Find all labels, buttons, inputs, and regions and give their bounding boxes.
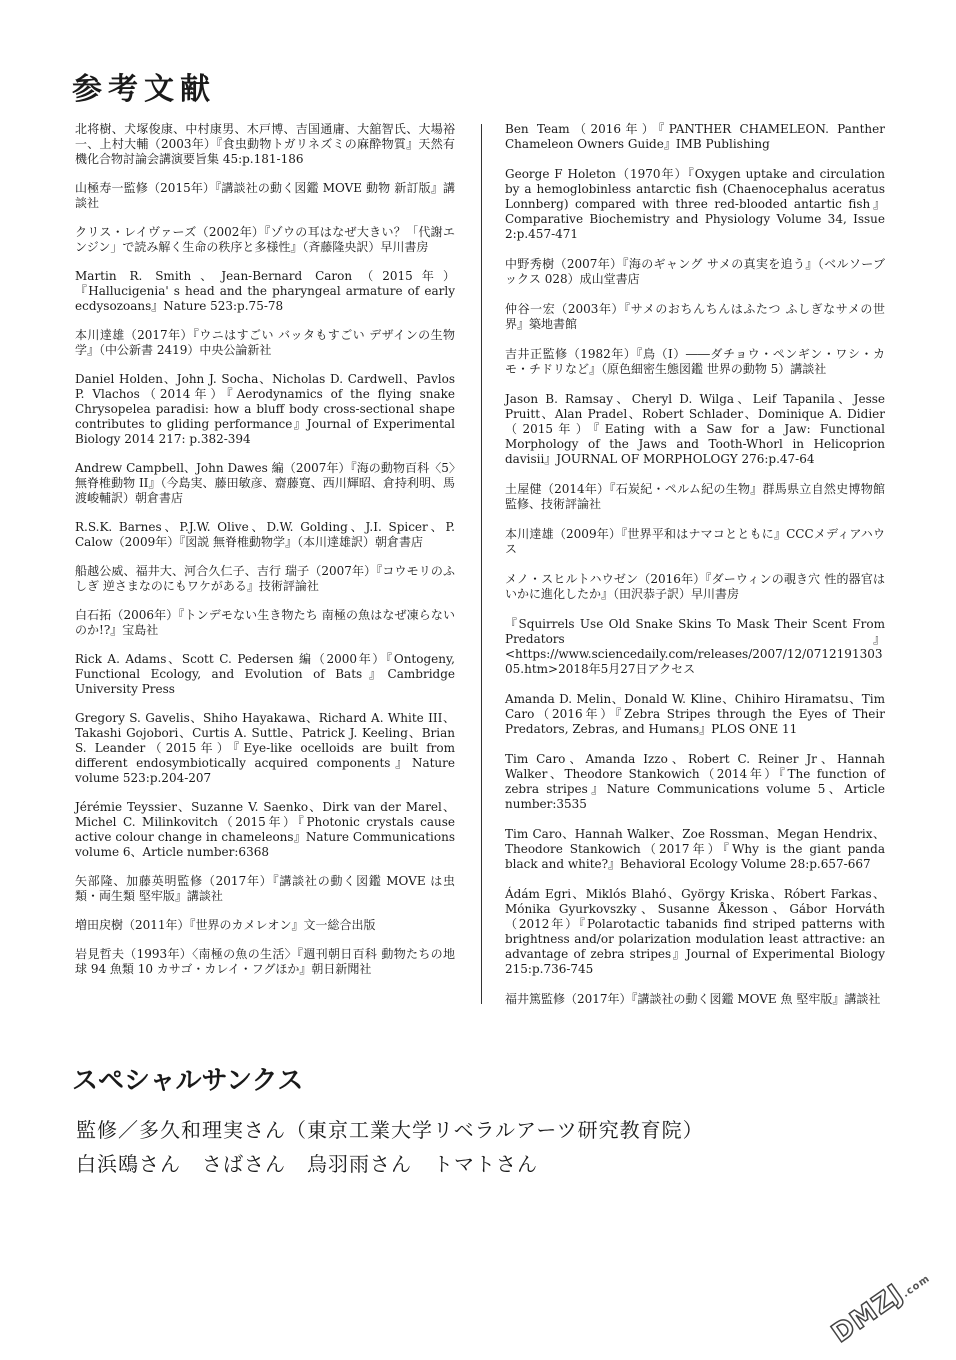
- reference-item: Daniel Holden、John J. Socha、Nicholas D. Cardwell、Pavlos P. Vlachos（2014年）『Aerodynamics of the flying snake Chrysopelea paradisi: how a bluff body cross-sectional shape contributes to gliding performance』Journal of Experimental Biology 2014 217: p.382-394: [75, 372, 455, 446]
- reference-item: Martin R. Smith、Jean-Bernard Caron（2015年）『Hallucigenia' s head and the pharyngeal armature of early ecdysozoans』Nature 523:p.75-78: [75, 269, 455, 313]
- reference-item: 福井篤監修（2017年）『講談社の動く図鑑 MOVE 魚 堅牢版』講談社: [505, 992, 881, 1006]
- reference-item: 山極寿一監修（2015年）『講談社の動く図鑑 MOVE 動物 新訂版』講談社: [75, 181, 455, 210]
- reference-item: クリス・レイヴァーズ（2002年）『ゾウの耳はなぜ大きい？「代謝エンジン」で読み解く生命の秩序と多様性』（斉藤隆央訳）早川書房: [75, 225, 455, 254]
- reference-item: 吉井正監修（1982年）『鳥（I）――ダチョウ・ペンギン・ワシ・カモ・チドリなど』（原色細密生態図鑑 世界の動物 5）講談社: [505, 347, 885, 376]
- column-divider: [481, 124, 482, 1004]
- reference-item: Jason B. Ramsay、Cheryl D. Wilga、Leif Tapanila、Jesse Pruitt、Alan Pradel、Robert Schlader、Dominique A. Didier（2015年）『Eating with a Saw for a Jaw: Functional Morphology of the Jaws and Tooth-Whorl in Helicoprion davisii』JOURNAL OF MORPHOLOGY 276:p.47-64: [505, 392, 885, 466]
- reference-item: Amanda D. Melin、Donald W. Kline、Chihiro Hiramatsu、Tim Caro（2016年）『Zebra Stripes through the Eyes of Their Predators, Zebras, and Humans』PLOS ONE 11: [505, 692, 885, 736]
- page-title: 参考文献: [72, 72, 216, 107]
- reference-item: 仲谷一宏（2003年）『サメのおちんちんはふたつ ふしぎなサメの世界』築地書館: [505, 302, 885, 331]
- reference-item: 北将樹、犬塚俊康、中村康男、木戸博、吉国通庸、大舘智氏、大場裕一、上村大輔（2003年）『食虫動物トガリネズミの麻酔物質』天然有機化合物討論会講演要旨集 45:p.181-186: [75, 122, 455, 166]
- reference-item: Andrew Campbell、John Dawes 編（2007年）『海の動物百科〈5〉無脊椎動物 II』（今島実、藤田敏彦、齋藤寛、西川輝昭、倉持利明、馬渡峻輔訳）朝倉書店: [75, 461, 455, 505]
- site-watermark-logo: DMZJ.com: [826, 1273, 933, 1350]
- reference-item: George F Holeton（1970年）『Oxygen uptake and circulation by a hemoglobinless antarctic fish (Chaenocephalus aceratus Lonnberg) compared with three red-blooded antartic fish』Comparative Biochemistry and Physiology Volume 34, Issue 2:p.457-471: [505, 167, 885, 241]
- references-left-column: [75, 122, 455, 991]
- reference-item: 土屋健（2014年）『石炭紀・ペルム紀の生物』群馬県立自然史博物館監修、技術評論社: [505, 482, 885, 511]
- reference-item: Rick A. Adams、Scott C. Pedersen 編（2000年）『Ontogeny, Functional Ecology, and Evolution of Bats』Cambridge University Press: [75, 652, 455, 696]
- reference-item: 『Squirrels Use Old Snake Skins To Mask Their Scent From Predators』<https://www.sciencedaily.com/releases/2007/12/071219130305.htm>2018年5月27日アクセス: [505, 617, 885, 676]
- reference-item: Ádám Egri、Miklós Blahó、György Kriska、Róbert Farkas、Mónika Gyurkovszky、Susanne Åkesson、Gábor Horváth（2012年）『Polarotactic tabanids find striped patterns with brightness and/or polarization modulation least attractive: an advantage of zebra stripes』Journal of Experimental Biology 215:p.736-745: [505, 887, 885, 976]
- reference-item: メノ・スヒルトハウゼン（2016年）『ダーウィンの覗き穴 性的器官はいかに進化したか』（田沢恭子訳）早川書房: [505, 572, 885, 601]
- reference-item: 中野秀樹（2007年）『海のギャング サメの真実を追う』（ベルソーブックス 028）成山堂書店: [505, 257, 885, 286]
- special-thanks-title: スペシャルサンクス: [72, 1066, 304, 1096]
- reference-item: R.S.K. Barnes、P.J.W. Olive、D.W. Golding、J.I. Spicer、P. Calow（2009年）『図説 無脊椎動物学』（本川達雄訳）朝倉書店: [75, 520, 455, 549]
- reference-item: Tim Caro、Hannah Walker、Zoe Rossman、Megan Hendrix、Theodore Stankowich（2017年）『Why is the giant panda black and white?』Behavioral Ecology Volume 28:p.657-667: [505, 827, 885, 871]
- reference-item: 矢部隆、加藤英明監修（2017年）『講談社の動く図鑑 MOVE は虫類・両生類 堅牢版』講談社: [75, 874, 455, 903]
- reference-item: Jérémie Teyssier、Suzanne V. Saenko、Dirk van der Marel、Michel C. Milinkovitch（2015年）『Photonic crystals cause active colour change in chameleons』Nature Communications volume 6、Article number:6368: [75, 800, 455, 859]
- reference-item: Ben Team（2016年）『PANTHER CHAMELEON. Panther Chameleon Owners Guide』IMB Publishing: [505, 122, 885, 151]
- reference-item: 増田戻樹（2011年）『世界のカメレオン』文一総合出版: [75, 918, 376, 932]
- reference-item: 白石拓（2006年）『トンデモない生き物たち 南極の魚はなぜ凍らないのか!?』宝島社: [75, 608, 455, 637]
- reference-item: Tim Caro、Amanda Izzo、Robert C. Reiner Jr、Hannah Walker、Theodore Stankowich（2014年）『The function of zebra stripes』Nature Communications volume 5、Article number:3535: [505, 752, 885, 811]
- reference-item: 船越公威、福井大、河合久仁子、吉行 瑞子（2007年）『コウモリのふしぎ 逆さまなのにもワケがある』技術評論社: [75, 564, 455, 593]
- reference-item: 岩見哲夫（1993年）〈南極の魚の生活〉『週刊朝日百科 動物たちの地球 94 魚類 10 カサゴ・カレイ・フグほか』朝日新聞社: [75, 947, 455, 976]
- special-thanks-line: 監修／多久和理実さん（東京工業大学リベラルアーツ研究教育院）: [76, 1118, 704, 1142]
- reference-item: Gregory S. Gavelis、Shiho Hayakawa、Richard A. White III、Takashi Gojobori、Curtis A. Suttle、Patrick J. Keeling、Brian S. Leander（2015年）『Eye-like ocelloids are built from different endosymbiotically acquired components』Nature volume 523:p.204-207: [75, 711, 455, 785]
- references-right-column: [505, 122, 885, 1022]
- reference-item: 本川達雄（2017年）『ウニはすごい バッタもすごい デザインの生物学』（中公新書 2419）中央公論新社: [75, 328, 455, 357]
- reference-item: 本川達雄（2009年）『世界平和はナマコとともに』CCCメディアハウス: [505, 527, 885, 556]
- special-thanks-line: 白浜鴎さん さばさん 烏羽雨さん トマトさん: [76, 1152, 538, 1176]
